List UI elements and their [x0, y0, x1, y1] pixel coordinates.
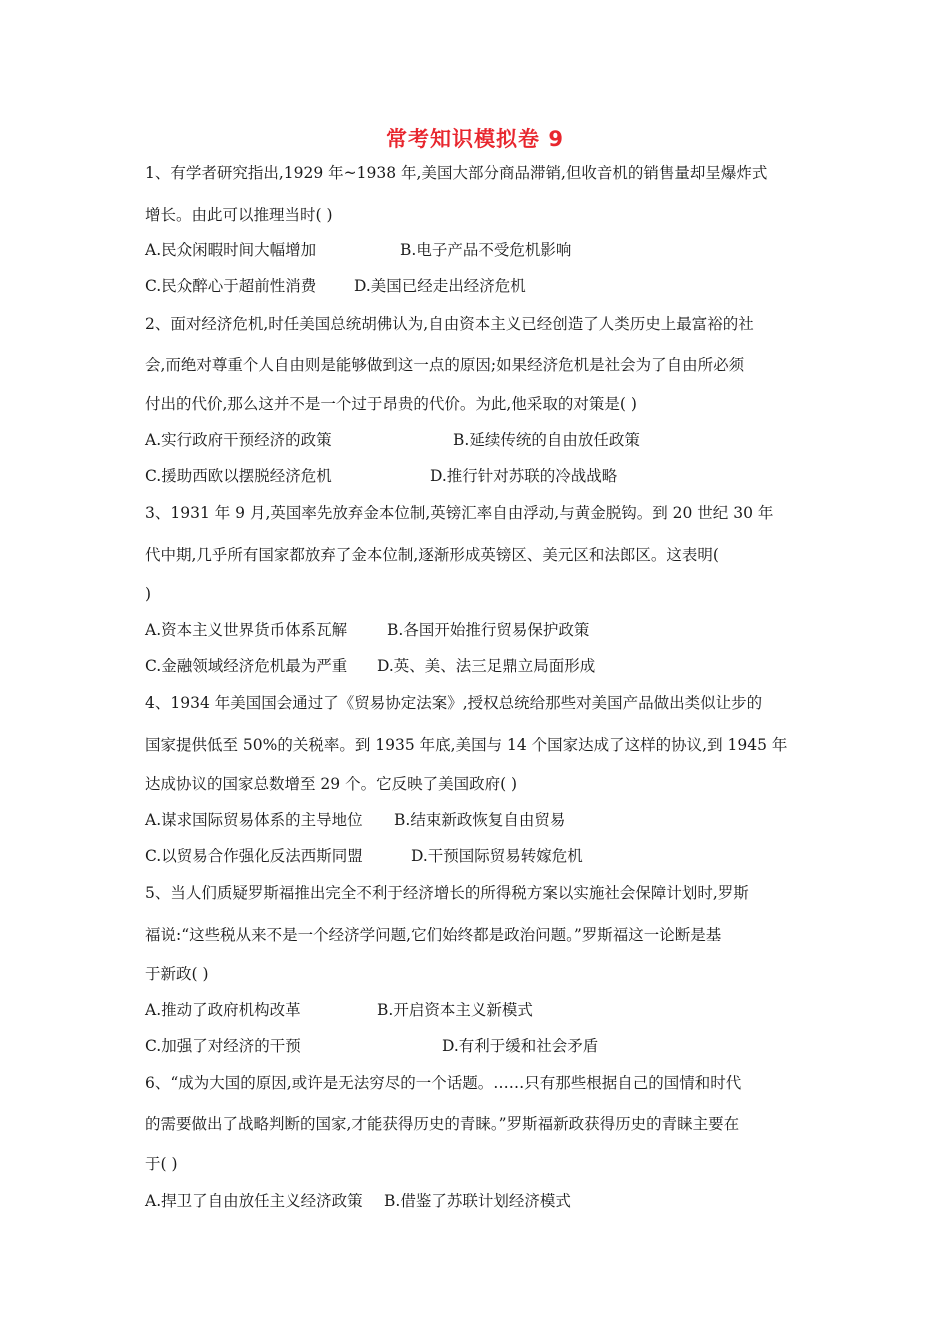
q3-option-b: B.各国开始推行贸易保护政策	[387, 621, 590, 639]
q4-line-3: 达成协议的国家总数增至 29 个。它反映了美国政府( )	[145, 775, 518, 793]
q1-line-1: 1、有学者研究指出,1929 年~1938 年,美国大部分商品滞销,但收音机的销售量却呈爆炸式	[145, 164, 768, 182]
q2-line-1: 2、面对经济危机,时任美国总统胡佛认为,自由资本主义已经创造了人类历史上最富裕的社	[145, 315, 754, 333]
q2-option-d: D.推行针对苏联的冷战战略	[430, 467, 618, 485]
q3-option-d: D.英、美、法三足鼎立局面形成	[377, 657, 596, 675]
q6-line-2: 的需要做出了战略判断的国家,才能获得历史的青睐。”罗斯福新政获得历史的青睐主要在	[145, 1115, 740, 1133]
q3-line-1: 3、1931 年 9 月,英国率先放弃金本位制,英镑汇率自由浮动,与黄金脱钩。到 20 世纪 30 年	[145, 504, 774, 522]
q1-option-a: A.民众闲暇时间大幅增加	[145, 241, 317, 259]
q1-line-2: 增长。由此可以推理当时( )	[145, 206, 333, 224]
q4-option-c: C.以贸易合作强化反法西斯同盟	[145, 847, 363, 865]
q4-line-1: 4、1934 年美国国会通过了《贸易协定法案》,授权总统给那些对美国产品做出类似让步的	[145, 694, 763, 712]
q2-line-2: 会,而绝对尊重个人自由则是能够做到这一点的原因;如果经济危机是社会为了自由所必须	[145, 356, 745, 374]
q1-option-c: C.民众醉心于超前性消费	[145, 277, 317, 295]
q6-option-a: A.捍卫了自由放任主义经济政策	[145, 1192, 363, 1210]
q2-option-c: C.援助西欧以摆脱经济危机	[145, 467, 332, 485]
q5-option-b: B.开启资本主义新模式	[377, 1001, 533, 1019]
q6-option-b: B.借鉴了苏联计划经济模式	[384, 1192, 571, 1210]
q4-option-d: D.干预国际贸易转嫁危机	[411, 847, 583, 865]
q3-line-2: 代中期,几乎所有国家都放弃了金本位制,逐渐形成英镑区、美元区和法郎区。这表明(	[145, 546, 719, 564]
q5-option-d: D.有利于缓和社会矛盾	[442, 1037, 599, 1055]
q3-line-3: )	[145, 585, 152, 603]
q2-option-b: B.延续传统的自由放任政策	[453, 431, 640, 449]
q1-option-d: D.美国已经走出经济危机	[354, 277, 526, 295]
q5-line-1: 5、当人们质疑罗斯福推出完全不利于经济增长的所得税方案以实施社会保障计划时,罗斯	[145, 884, 749, 902]
q2-line-3: 付出的代价,那么这并不是一个过于昂贵的代价。为此,他采取的对策是( )	[145, 395, 637, 413]
q5-option-a: A.推动了政府机构改革	[145, 1001, 301, 1019]
q1-option-b: B.电子产品不受危机影响	[400, 241, 572, 259]
q3-option-a: A.资本主义世界货币体系瓦解	[145, 621, 348, 639]
q4-option-a: A.谋求国际贸易体系的主导地位	[145, 811, 363, 829]
q4-option-b: B.结束新政恢复自由贸易	[394, 811, 566, 829]
q2-option-a: A.实行政府干预经济的政策	[145, 431, 332, 449]
page-title: 常考知识模拟卷 9	[386, 127, 564, 151]
q6-line-3: 于( )	[145, 1155, 178, 1173]
q6-line-1: 6、“成为大国的原因,或许是无法穷尽的一个话题。……只有那些根据自己的国情和时代	[145, 1074, 742, 1092]
q4-line-2: 国家提供低至 50%的关税率。到 1935 年底,美国与 14 个国家达成了这样的协议,到 1945 年	[145, 736, 788, 754]
q5-option-c: C.加强了对经济的干预	[145, 1037, 301, 1055]
q5-line-2: 福说:“这些税从来不是一个经济学问题,它们始终都是政治问题。”罗斯福这一论断是基	[145, 926, 722, 944]
q5-line-3: 于新政( )	[145, 965, 209, 983]
q3-option-c: C.金融领域经济危机最为严重	[145, 657, 348, 675]
